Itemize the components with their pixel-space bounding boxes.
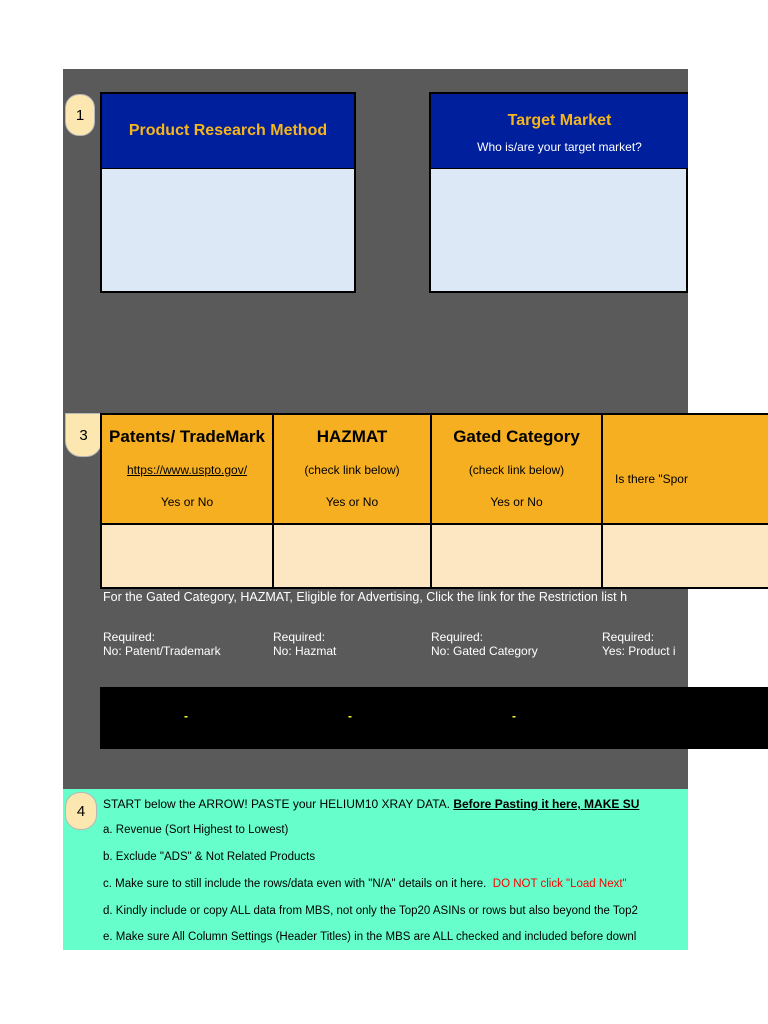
- compliance-input-row: [100, 525, 768, 589]
- sponsored-question: Is there "Spor: [615, 472, 688, 486]
- req-value-sponsored: Yes: Product i: [602, 644, 676, 658]
- req-value-hazmat: No: Hazmat: [273, 644, 337, 658]
- target-market-input[interactable]: [429, 169, 688, 293]
- req-value-patent: No: Patent/Trademark: [103, 644, 221, 658]
- req-label-hazmat: Required:: [273, 630, 326, 644]
- patents-answer-cell[interactable]: [102, 525, 274, 587]
- req-value-gated: No: Gated Category: [431, 644, 538, 658]
- target-market-title: Target Market: [507, 112, 612, 129]
- instructions-panel: [63, 789, 688, 950]
- hazmat-yes-no: Yes or No: [325, 495, 379, 509]
- instruction-item-a: a. Revenue (Sort Highest to Lowest): [103, 824, 289, 836]
- requirements-row: [100, 630, 688, 666]
- gated-answer-cell[interactable]: [432, 525, 603, 587]
- step-badge-3: 3: [65, 413, 102, 457]
- result-hazmat: -: [348, 709, 352, 723]
- start-instruction: START below the ARROW! PASTE your HELIUM10 XRAY DATA. Before Pasting it here, MAKE SU: [103, 797, 640, 811]
- patents-title: Patents/ TradeMark: [109, 427, 265, 446]
- uspto-link[interactable]: https://www.uspto.gov/: [126, 463, 248, 477]
- gated-category-title: Gated Category: [453, 427, 580, 446]
- instruction-item-b: b. Exclude "ADS" & Not Related Products: [103, 851, 316, 863]
- hazmat-title: HAZMAT: [316, 427, 388, 446]
- instruction-item-e: e. Make sure All Column Settings (Header Titles) in the MBS are ALL checked and included before downl: [103, 931, 637, 943]
- product-research-header: [100, 92, 356, 170]
- before-pasting-warning: Before Pasting it here, MAKE SU: [453, 797, 640, 811]
- gated-yes-no: Yes or No: [490, 495, 543, 509]
- step-badge-4: 4: [65, 792, 97, 830]
- result-patent: -: [184, 709, 188, 723]
- target-market-subtitle: Who is/are your target market?: [477, 140, 642, 154]
- product-research-title: Product Research Method: [128, 122, 328, 139]
- req-label-sponsored: Required:: [602, 630, 655, 644]
- patents-header: [102, 415, 274, 525]
- restriction-note: For the Gated Category, HAZMAT, Eligible for Advertising, Click the link for the Restriction list h: [103, 590, 628, 604]
- hazmat-header: [274, 415, 432, 525]
- result-gated: -: [512, 709, 516, 723]
- gated-category-header: [432, 415, 603, 525]
- req-label-patent: Required:: [103, 630, 156, 644]
- sponsored-header: [603, 415, 768, 525]
- req-label-gated: Required:: [431, 630, 484, 644]
- instruction-item-c: c. Make sure to still include the rows/data even with "N/A" details on it here. DO NOT click "Load Next": [103, 878, 627, 890]
- restriction-note-clip: [100, 590, 688, 610]
- step-badge-1: 1: [65, 94, 95, 136]
- compliance-header-row: [100, 413, 768, 525]
- results-bar: [100, 687, 768, 749]
- product-research-input[interactable]: [100, 169, 356, 293]
- sponsored-answer-cell[interactable]: [603, 525, 768, 587]
- target-market-header: [429, 92, 688, 170]
- patents-yes-no: Yes or No: [160, 495, 214, 509]
- hazmat-check-link: (check link below): [304, 463, 400, 477]
- hazmat-answer-cell[interactable]: [274, 525, 432, 587]
- instruction-item-d: d. Kindly include or copy ALL data from MBS, not only the Top20 ASINs or rows but also beyond the Top2: [103, 905, 638, 917]
- gated-check-link: (check link below): [468, 463, 565, 477]
- load-next-warning: DO NOT click "Load Next": [492, 878, 627, 890]
